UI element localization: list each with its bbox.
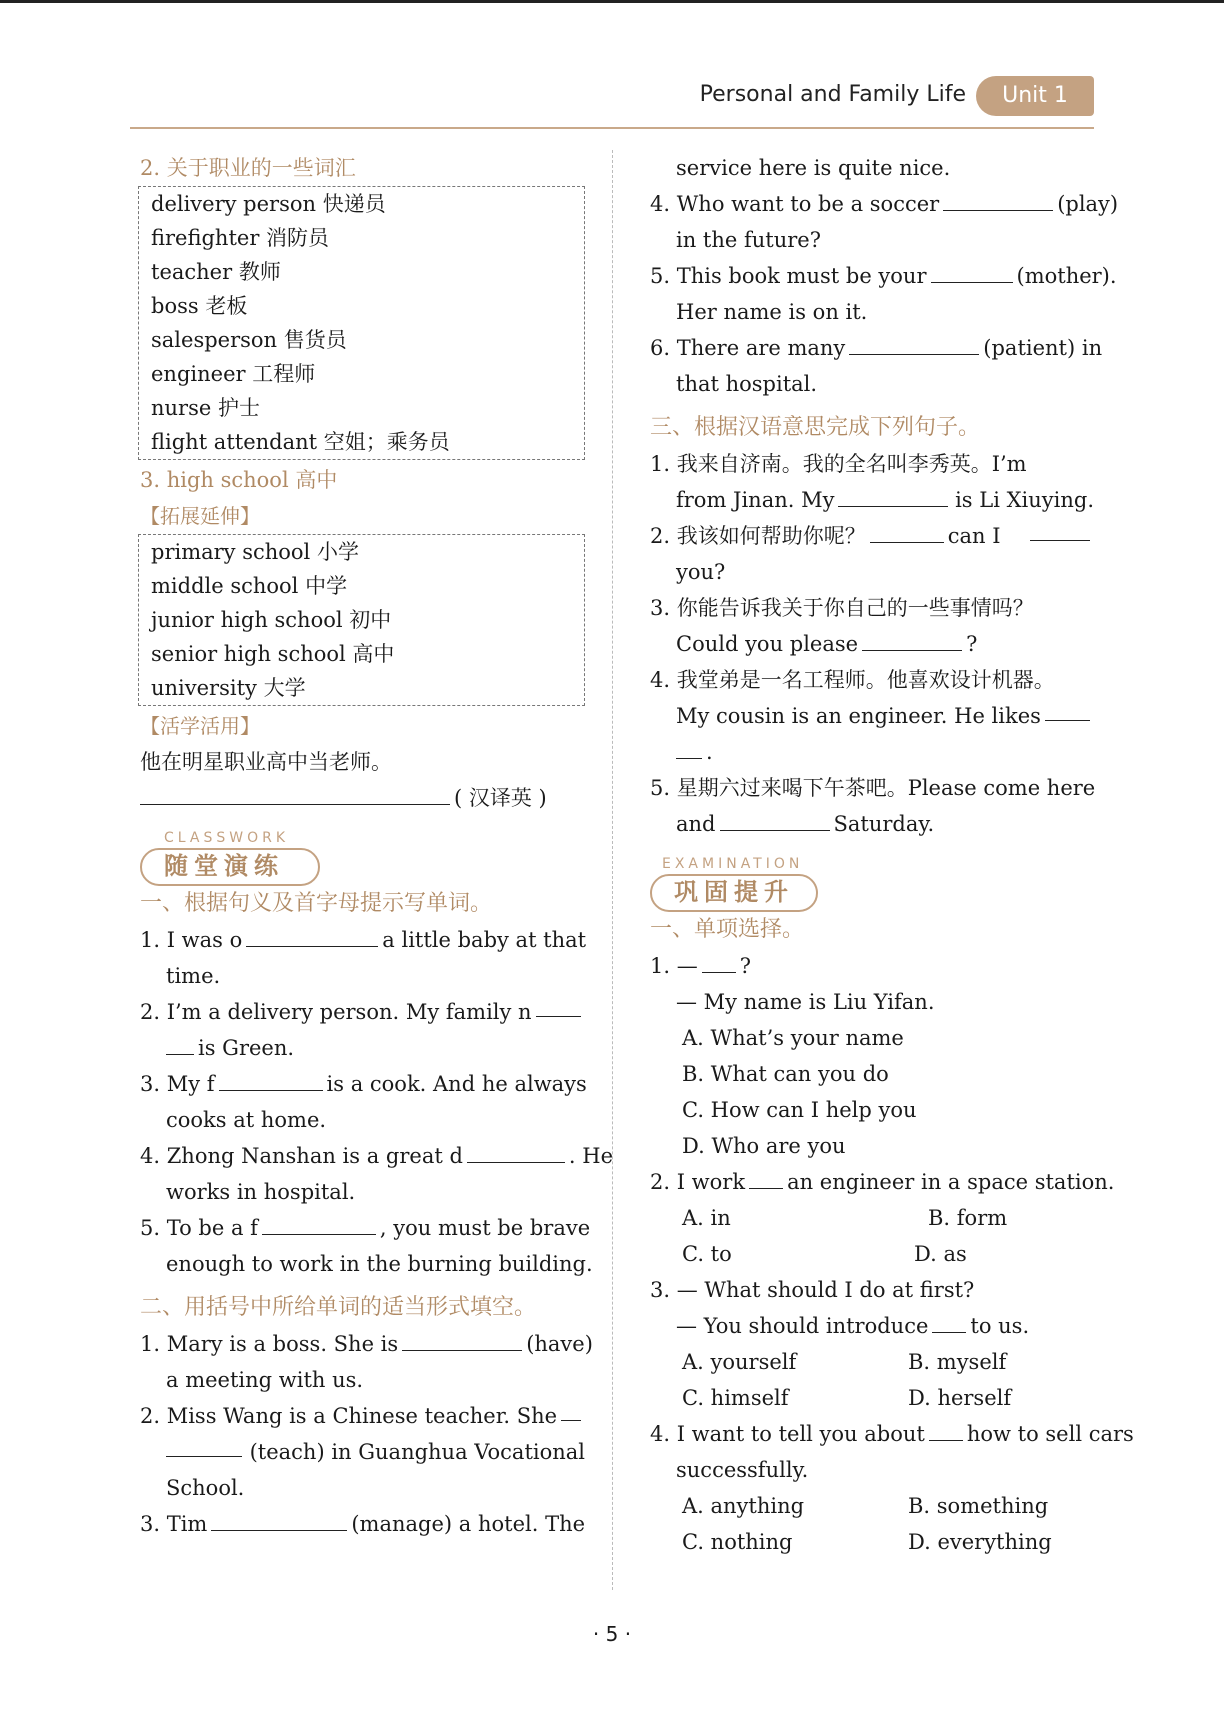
apply-hint: ( 汉译英 )	[454, 786, 547, 810]
question-line: 3. My f is a cook. And he always	[140, 1066, 585, 1102]
answer-blank[interactable]	[929, 1418, 963, 1441]
question-line: successfully.	[676, 1458, 809, 1482]
left-column	[140, 150, 613, 1542]
answer-blank[interactable]	[467, 1140, 565, 1163]
option[interactable]: C. to	[682, 1242, 732, 1266]
answer-blank[interactable]	[166, 1032, 194, 1055]
question-line: 2. I work an engineer in a space station.	[650, 1164, 1094, 1200]
question-line: Her name is on it.	[676, 300, 868, 324]
answer-blank[interactable]	[870, 520, 944, 543]
option[interactable]: D. herself	[908, 1386, 1012, 1410]
option[interactable]: D. Who are you	[682, 1134, 846, 1158]
extend-label: 【拓展延伸】	[140, 504, 260, 528]
school-box	[138, 534, 585, 706]
question-line: 3. 你能告诉我关于你自己的一些事情吗？	[650, 596, 1034, 620]
classwork-cn: 随堂演练	[164, 852, 284, 880]
question-line: enough to work in the burning building.	[166, 1252, 593, 1276]
vocab-item: teacher 教师	[151, 260, 281, 284]
school-item: senior high school 高中	[151, 642, 395, 666]
question-line: Could you please ?	[650, 626, 1094, 662]
question-line: — You should introduce to us.	[650, 1308, 1094, 1344]
question-line: from Jinan. My is Li Xiuying.	[650, 482, 1094, 518]
question-line: — My name is Liu Yifan.	[676, 990, 935, 1014]
answer-blank[interactable]	[702, 950, 736, 973]
vocab-item: engineer 工程师	[151, 362, 316, 386]
answer-blank[interactable]	[849, 332, 979, 355]
classwork-s2-heading: 二、用括号中所给单词的适当形式填空。	[140, 1295, 537, 1320]
answer-blank[interactable]	[211, 1508, 347, 1531]
question-line: works in hospital.	[166, 1180, 356, 1204]
option-row	[650, 1200, 1094, 1236]
option[interactable]: A. in	[682, 1206, 731, 1230]
header-rule	[130, 127, 1094, 129]
school-heading: 3. high school 高中	[140, 468, 338, 492]
vocab-item: boss 老板	[151, 294, 248, 318]
classwork-s1-heading: 一、根据句义及首字母提示写单词。	[140, 891, 493, 916]
question-line: and Saturday.	[650, 806, 1094, 842]
answer-blank[interactable]	[561, 1398, 581, 1421]
option[interactable]: B. What can you do	[682, 1062, 889, 1086]
unit-tab: Unit 1	[976, 76, 1094, 116]
right-column	[650, 150, 1134, 1560]
question-line: 3. — What should I do at first?	[650, 1278, 975, 1302]
answer-blank[interactable]	[166, 1434, 242, 1457]
option[interactable]: A. yourself	[682, 1350, 797, 1374]
option[interactable]: A. anything	[682, 1494, 805, 1518]
question-line: 4. I want to tell you about how to sell cars	[650, 1416, 1094, 1452]
question-line: service here is quite nice.	[676, 156, 951, 180]
option[interactable]: D. as	[914, 1242, 967, 1266]
option-row	[650, 1344, 1094, 1380]
vocab-item: delivery person 快递员	[151, 192, 386, 216]
vocab-heading: 2. 关于职业的一些词汇	[140, 156, 356, 180]
answer-blank[interactable]	[862, 628, 962, 651]
answer-blank[interactable]	[1030, 518, 1090, 541]
option[interactable]: B. something	[908, 1494, 1049, 1518]
question-line: 4. 我堂弟是一名工程师。他喜欢设计机器。	[650, 668, 1055, 692]
option[interactable]: C. nothing	[682, 1530, 793, 1554]
answer-blank[interactable]	[676, 736, 702, 759]
question-line: a meeting with us.	[166, 1368, 364, 1392]
question-line: .	[650, 734, 1094, 770]
answer-blank[interactable]	[140, 782, 450, 805]
question-line: 6. There are many (patient) in	[650, 330, 1094, 366]
classwork-en: CLASSWORK	[164, 830, 290, 846]
vocab-item: nurse 护士	[151, 396, 260, 420]
option-row	[650, 1236, 1094, 1272]
question-line: 5. To be a f , you must be brave	[140, 1210, 585, 1246]
apply-label: 【活学活用】	[140, 714, 260, 738]
question-line: 1. 我来自济南。我的全名叫李秀英。I’m	[650, 452, 1027, 476]
answer-blank[interactable]	[262, 1212, 376, 1235]
question-line: 3. Tim (manage) a hotel. The	[140, 1506, 585, 1542]
question-line: is Green.	[140, 1030, 585, 1066]
apply-sentence: 他在明星职业高中当老师。	[140, 750, 392, 774]
answer-blank[interactable]	[1045, 698, 1090, 721]
answer-blank[interactable]	[536, 994, 581, 1017]
question-line: 2. 我该如何帮助你呢？ can I	[650, 518, 1094, 554]
answer-blank[interactable]	[838, 484, 948, 507]
question-line: that hospital.	[676, 372, 818, 396]
question-line: 4. Who want to be a soccer (play)	[650, 186, 1094, 222]
answer-blank[interactable]	[943, 188, 1053, 211]
question-line: 2. I’m a delivery person. My family n	[140, 994, 585, 1030]
answer-blank[interactable]	[932, 1310, 966, 1333]
question-line: 1. I was o a little baby at that	[140, 922, 585, 958]
examination-cn: 巩固提升	[674, 878, 794, 906]
question-line: 5. 星期六过来喝下午茶吧。Please come here	[650, 776, 1096, 800]
question-line: 2. Miss Wang is a Chinese teacher. She	[140, 1398, 585, 1434]
answer-blank[interactable]	[720, 808, 830, 831]
question-line: 5. This book must be your (mother).	[650, 258, 1094, 294]
school-item: primary school 小学	[151, 540, 359, 564]
vocab-item: flight attendant 空姐；乘务员	[151, 430, 450, 454]
question-line: (teach) in Guanghua Vocational	[140, 1434, 585, 1470]
option[interactable]: A. What’s your name	[682, 1026, 904, 1050]
right-s3-heading: 三、根据汉语意思完成下列句子。	[650, 415, 981, 440]
school-item: middle school 中学	[151, 574, 348, 598]
option-row	[650, 1488, 1094, 1524]
vocab-item: salesperson 售货员	[151, 328, 347, 352]
answer-blank[interactable]	[749, 1166, 783, 1189]
answer-blank[interactable]	[402, 1328, 522, 1351]
question-line: School.	[166, 1476, 245, 1500]
header-title: Personal and Family Life	[699, 82, 966, 107]
answer-blank[interactable]	[219, 1068, 323, 1091]
option[interactable]: B. form	[928, 1206, 1008, 1230]
option[interactable]: C. How can I help you	[682, 1098, 917, 1122]
option[interactable]: D. everything	[908, 1530, 1052, 1554]
question-line: cooks at home.	[166, 1108, 327, 1132]
exam-s1-heading: 一、单项选择。	[650, 917, 805, 942]
option[interactable]: C. himself	[682, 1386, 789, 1410]
question-line: My cousin is an engineer. He likes	[650, 698, 1094, 734]
top-rule	[0, 0, 1224, 3]
question-line: 1. Mary is a boss. She is (have)	[140, 1326, 585, 1362]
question-line: 1. — ?	[650, 948, 1094, 984]
option-row	[650, 1380, 1094, 1416]
option-row	[650, 1524, 1094, 1560]
question-line: 4. Zhong Nanshan is a great d . He	[140, 1138, 585, 1174]
school-item: junior high school 初中	[151, 608, 392, 632]
question-line: time.	[166, 964, 221, 988]
column-divider	[612, 150, 613, 1590]
page-number: · 5 ·	[592, 1622, 632, 1646]
question-line: you?	[676, 560, 726, 584]
vocab-item: firefighter 消防员	[151, 226, 330, 250]
answer-blank[interactable]	[931, 260, 1013, 283]
option[interactable]: B. myself	[908, 1350, 1007, 1374]
page-header	[130, 72, 1094, 132]
question-line: in the future?	[676, 228, 821, 252]
examination-en: EXAMINATION	[662, 856, 804, 872]
vocab-box	[138, 186, 585, 460]
answer-blank[interactable]	[246, 924, 378, 947]
school-item: university 大学	[151, 676, 306, 700]
